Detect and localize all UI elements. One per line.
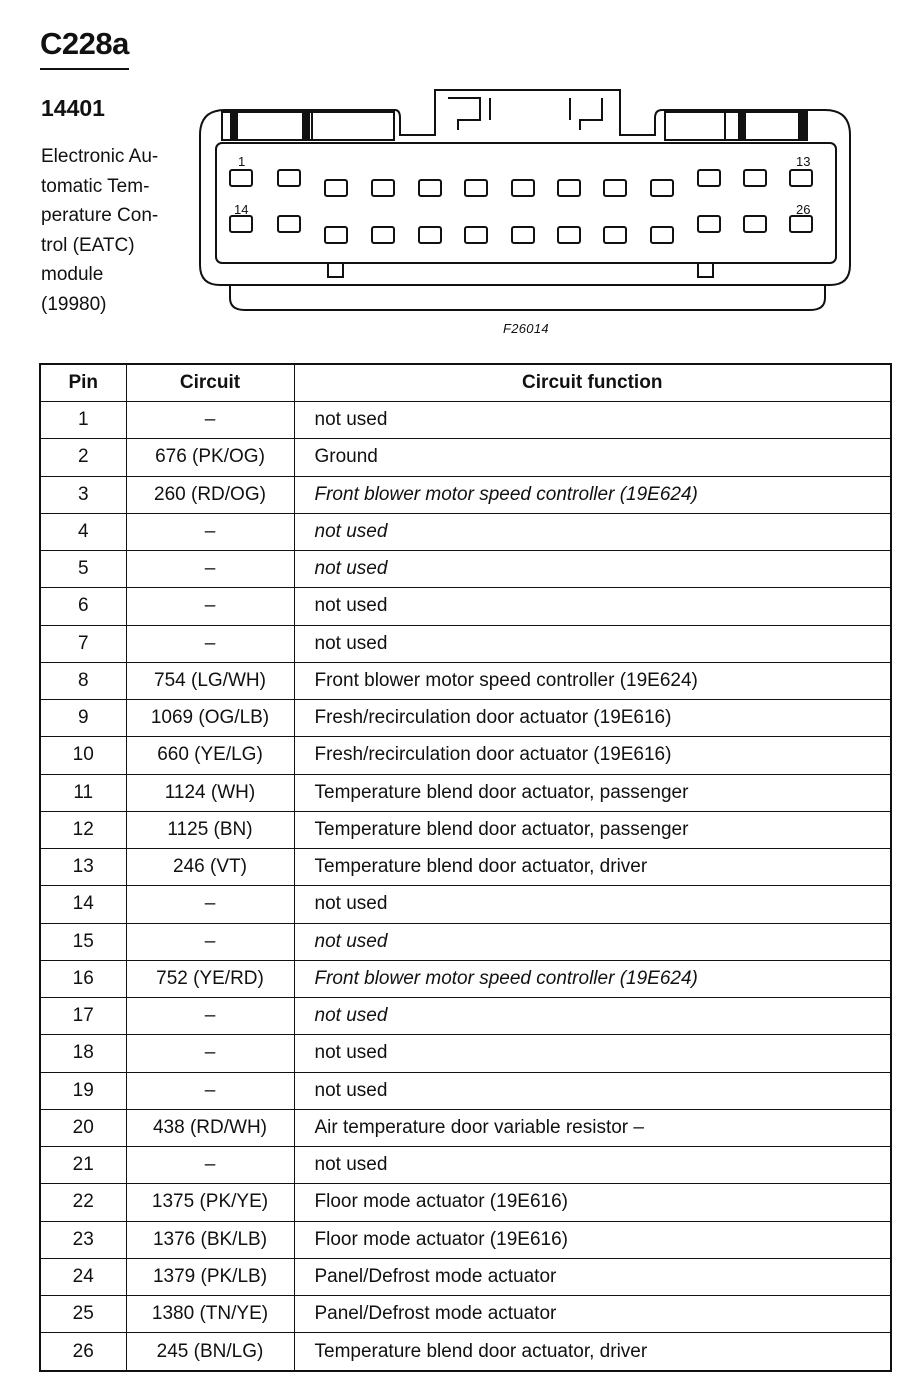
- table-row: [40, 1221, 891, 1258]
- pin-cell: 22: [40, 1184, 126, 1221]
- pin-cavity-18: [419, 227, 441, 243]
- table-row: [40, 886, 891, 923]
- pin-cell: 13: [40, 849, 126, 886]
- table-row: [40, 1072, 891, 1109]
- table-row: [40, 1109, 891, 1146]
- table-row: [40, 662, 891, 699]
- pin-cavity-22: [604, 227, 626, 243]
- table-row: [40, 513, 891, 550]
- circuit-cell: 260 (RD/OG): [126, 476, 294, 513]
- pin-cell: 7: [40, 625, 126, 662]
- pin-cavity-11: [698, 170, 720, 186]
- circuit-cell: –: [126, 588, 294, 625]
- pin-cell: 3: [40, 476, 126, 513]
- connector-key-left: [328, 263, 343, 277]
- description-line: Electronic Au-: [41, 146, 159, 167]
- pin-cavity-8: [558, 180, 580, 196]
- table-row: [40, 960, 891, 997]
- figure-id: F26014: [503, 321, 549, 336]
- function-cell: not used: [294, 998, 891, 1035]
- function-cell: not used: [294, 551, 891, 588]
- lock-rib-left-2: [312, 112, 394, 140]
- pin-cavity-12: [744, 170, 766, 186]
- function-cell: not used: [294, 1072, 891, 1109]
- pin-table: [39, 363, 892, 1372]
- pin-cavity-21: [558, 227, 580, 243]
- pin-cavity-14: [230, 216, 252, 232]
- pin-cell: 21: [40, 1147, 126, 1184]
- connector-key-right: [698, 263, 713, 277]
- header-circuit: Circuit: [126, 364, 294, 402]
- table-row: [40, 476, 891, 513]
- function-cell: Floor mode actuator (19E616): [294, 1184, 891, 1221]
- function-cell: not used: [294, 1147, 891, 1184]
- circuit-cell: 754 (LG/WH): [126, 662, 294, 699]
- pin-cell: 8: [40, 662, 126, 699]
- table-row: [40, 1184, 891, 1221]
- pin-cell: 4: [40, 513, 126, 550]
- circuit-cell: –: [126, 625, 294, 662]
- function-cell: Temperature blend door actuator, passenger: [294, 774, 891, 811]
- table-row: [40, 1147, 891, 1184]
- connector-description: [41, 142, 191, 319]
- description-line: trol (EATC): [41, 234, 135, 256]
- circuit-cell: 1375 (PK/YE): [126, 1184, 294, 1221]
- function-cell: Temperature blend door actuator, driver: [294, 849, 891, 886]
- table-row: [40, 625, 891, 662]
- pin-cavity-24: [698, 216, 720, 232]
- pin-cell: 18: [40, 1035, 126, 1072]
- function-cell: Air temperature door variable resistor –: [294, 1109, 891, 1146]
- connector-face-diagram: [190, 80, 860, 320]
- pin-cell: 20: [40, 1109, 126, 1146]
- function-cell: Panel/Defrost mode actuator: [294, 1258, 891, 1295]
- pin-cell: 9: [40, 700, 126, 737]
- circuit-cell: 1069 (OG/LB): [126, 700, 294, 737]
- circuit-cell: 246 (VT): [126, 849, 294, 886]
- pin-cavity-2: [278, 170, 300, 186]
- circuit-cell: 1124 (WH): [126, 774, 294, 811]
- pin-cell: 2: [40, 439, 126, 476]
- pin-cell: 25: [40, 1296, 126, 1333]
- circuit-cell: 1125 (BN): [126, 811, 294, 848]
- pin-cell: 16: [40, 960, 126, 997]
- table-row: [40, 1296, 891, 1333]
- pin-cavity-9: [604, 180, 626, 196]
- function-cell: Front blower motor speed controller (19E624): [294, 960, 891, 997]
- pin-cell: 15: [40, 923, 126, 960]
- pin-marker-1: 1: [238, 154, 246, 169]
- lock-rib-right: [665, 112, 725, 140]
- table-header-row: [40, 364, 891, 402]
- pin-cavity-13: [790, 170, 812, 186]
- table-row: [40, 402, 891, 439]
- function-cell: not used: [294, 923, 891, 960]
- pin-cell: 5: [40, 551, 126, 588]
- header-pin: Pin: [40, 364, 126, 402]
- pin-marker-26: 26: [796, 202, 811, 217]
- circuit-cell: –: [126, 1035, 294, 1072]
- circuit-cell: –: [126, 1072, 294, 1109]
- pin-cell: 24: [40, 1258, 126, 1295]
- pin-cavity-7: [512, 180, 534, 196]
- table-row: [40, 588, 891, 625]
- circuit-cell: –: [126, 923, 294, 960]
- circuit-cell: 245 (BN/LG): [126, 1333, 294, 1371]
- pin-cavity-15: [278, 216, 300, 232]
- pin-cell: 12: [40, 811, 126, 848]
- description-line: perature Con-: [41, 205, 159, 226]
- pin-cavity-1: [230, 170, 252, 186]
- pin-cavity-4: [372, 180, 394, 196]
- description-line: module: [41, 264, 104, 285]
- function-cell: Temperature blend door actuator, passenger: [294, 811, 891, 848]
- pin-cavity-25: [744, 216, 766, 232]
- pin-cell: 14: [40, 886, 126, 923]
- function-cell: Temperature blend door actuator, driver: [294, 1333, 891, 1371]
- circuit-cell: –: [126, 1147, 294, 1184]
- pin-cell: 26: [40, 1333, 126, 1371]
- function-cell: Ground: [294, 439, 891, 476]
- table-row: [40, 849, 891, 886]
- function-cell: not used: [294, 402, 891, 439]
- table-row: [40, 811, 891, 848]
- pin-cell: 19: [40, 1072, 126, 1109]
- part-number: 14401: [41, 95, 105, 121]
- table-row: [40, 700, 891, 737]
- pin-cell: 17: [40, 998, 126, 1035]
- pin-cavity-23: [651, 227, 673, 243]
- connector-skirt: [230, 285, 825, 310]
- pin-cavity-20: [512, 227, 534, 243]
- table-row: [40, 998, 891, 1035]
- description-line: tomatic Tem-: [41, 175, 150, 197]
- function-cell: not used: [294, 625, 891, 662]
- connector-id: C228a: [40, 26, 129, 70]
- table-row: [40, 923, 891, 960]
- pin-marker-13: 13: [796, 154, 811, 169]
- circuit-cell: –: [126, 513, 294, 550]
- circuit-cell: –: [126, 551, 294, 588]
- pin-cavity-26: [790, 216, 812, 232]
- function-cell: not used: [294, 513, 891, 550]
- pin-cavity-6: [465, 180, 487, 196]
- table-row: [40, 551, 891, 588]
- function-cell: not used: [294, 588, 891, 625]
- table-row: [40, 1258, 891, 1295]
- pin-cavity-16: [325, 227, 347, 243]
- circuit-cell: 752 (YE/RD): [126, 960, 294, 997]
- circuit-cell: 1379 (PK/LB): [126, 1258, 294, 1295]
- circuit-cell: 676 (PK/OG): [126, 439, 294, 476]
- pin-cavity-17: [372, 227, 394, 243]
- table-row: [40, 774, 891, 811]
- lock-rib-right-2: [725, 112, 807, 140]
- pin-cell: 23: [40, 1221, 126, 1258]
- pin-cell: 11: [40, 774, 126, 811]
- table-row: [40, 1333, 891, 1371]
- table-row: [40, 737, 891, 774]
- pin-cavity-5: [419, 180, 441, 196]
- circuit-cell: –: [126, 998, 294, 1035]
- circuit-cell: 1376 (BK/LB): [126, 1221, 294, 1258]
- pin-marker-14: 14: [234, 202, 249, 217]
- function-cell: not used: [294, 1035, 891, 1072]
- function-cell: Front blower motor speed controller (19E624): [294, 662, 891, 699]
- function-cell: not used: [294, 886, 891, 923]
- connector-latch: [448, 98, 602, 130]
- circuit-cell: 660 (YE/LG): [126, 737, 294, 774]
- pin-cell: 1: [40, 402, 126, 439]
- pin-cavity-3: [325, 180, 347, 196]
- circuit-cell: 438 (RD/WH): [126, 1109, 294, 1146]
- pin-cavity-10: [651, 180, 673, 196]
- description-line: (19980): [41, 293, 107, 315]
- circuit-cell: –: [126, 402, 294, 439]
- function-cell: Panel/Defrost mode actuator: [294, 1296, 891, 1333]
- function-cell: Front blower motor speed controller (19E624): [294, 476, 891, 513]
- circuit-cell: –: [126, 886, 294, 923]
- pin-cell: 6: [40, 588, 126, 625]
- pin-cavity-19: [465, 227, 487, 243]
- table-row: [40, 439, 891, 476]
- function-cell: Fresh/recirculation door actuator (19E616): [294, 737, 891, 774]
- connector-inner-face: [216, 143, 836, 263]
- table-row: [40, 1035, 891, 1072]
- function-cell: Fresh/recirculation door actuator (19E616): [294, 700, 891, 737]
- header-function: Circuit function: [294, 364, 891, 402]
- function-cell: Floor mode actuator (19E616): [294, 1221, 891, 1258]
- pin-cell: 10: [40, 737, 126, 774]
- circuit-cell: 1380 (TN/YE): [126, 1296, 294, 1333]
